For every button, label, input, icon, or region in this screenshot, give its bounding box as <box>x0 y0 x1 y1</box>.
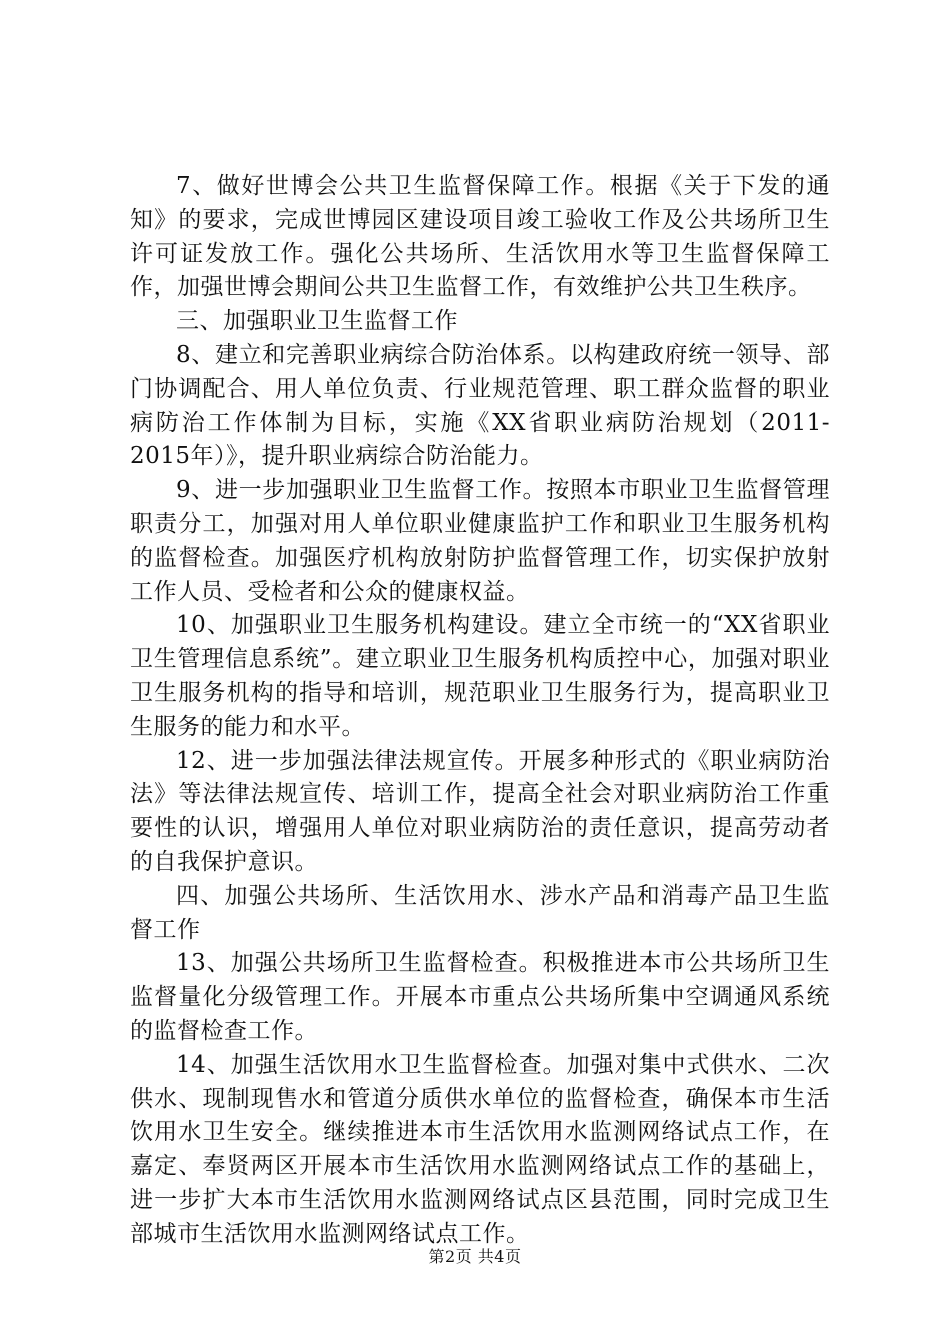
paragraph-13: 13、加强公共场所卫生监督检查。积极推进本市公共场所卫生监督量化分级管理工作。开展本市重点公共场所集中空调通风系统的监督检查工作。 <box>130 950 830 1044</box>
document-body <box>130 170 830 1252</box>
paragraph-8: 8、建立和完善职业病综合防治体系。以构建政府统一领导、部门协调配合、用人单位负责、行业规范管理、职工群众监督的职业病防治工作体制为目标，实施《XX省职业病防治规划（2011-2015年）》，提升职业病综合防治能力。 <box>130 341 830 470</box>
paragraph-12: 12、进一步加强法律法规宣传。开展多种形式的《职业病防治法》等法律法规宣传、培训工作，提高全社会对职业病防治工作重要性的认识，增强用人单位对职业病防治的责任意识，提高劳动者的自我保护意识。 <box>130 747 830 875</box>
section-heading-3: 三、加强职业卫生监督工作 <box>176 308 458 335</box>
paragraph-10: 10、加强职业卫生服务机构建设。建立全市统一的“XX省职业卫生管理信息系统”。建立职业卫生服务机构质控中心，加强对职业卫生服务机构的指导和培训，规范职业卫生服务行为，提高职业卫生服务的能力和水平。 <box>130 612 830 740</box>
paragraph-7: 7、做好世博会公共卫生监督保障工作。根据《关于下发的通知》的要求，完成世博园区建设项目竣工验收工作及公共场所卫生许可证发放工作。强化公共场所、生活饮用水等卫生监督保障工作，加强世博会期间公共卫生监督工作，有效维护公共卫生秩序。 <box>130 173 830 301</box>
paragraph-14: 14、加强生活饮用水卫生监督检查。加强对集中式供水、二次供水、现制现售水和管道分质供水单位的监督检查，确保本市生活饮用水卫生安全。继续推进本市生活饮用水监测网络试点工作，在嘉定、奉贤两区开展本市生活饮用水监测网络试点工作的基础上，进一步扩大本市生活饮用水监测网络试点区县范围，同时完成卫生部城市生活饮用水监测网络试点工作。 <box>130 1051 830 1247</box>
page-number-footer: 第2页 共4页 <box>428 1247 522 1266</box>
section-heading-4: 四、加强公共场所、生活饮用水、涉水产品和消毒产品卫生监督工作 <box>130 882 830 943</box>
paragraph-9: 9、进一步加强职业卫生监督工作。按照本市职业卫生监督管理职责分工，加强对用人单位职业健康监护工作和职业卫生服务机构的监督检查。加强医疗机构放射防护监督管理工作，切实保护放射工作人员、受检者和公众的健康权益。 <box>130 477 830 605</box>
